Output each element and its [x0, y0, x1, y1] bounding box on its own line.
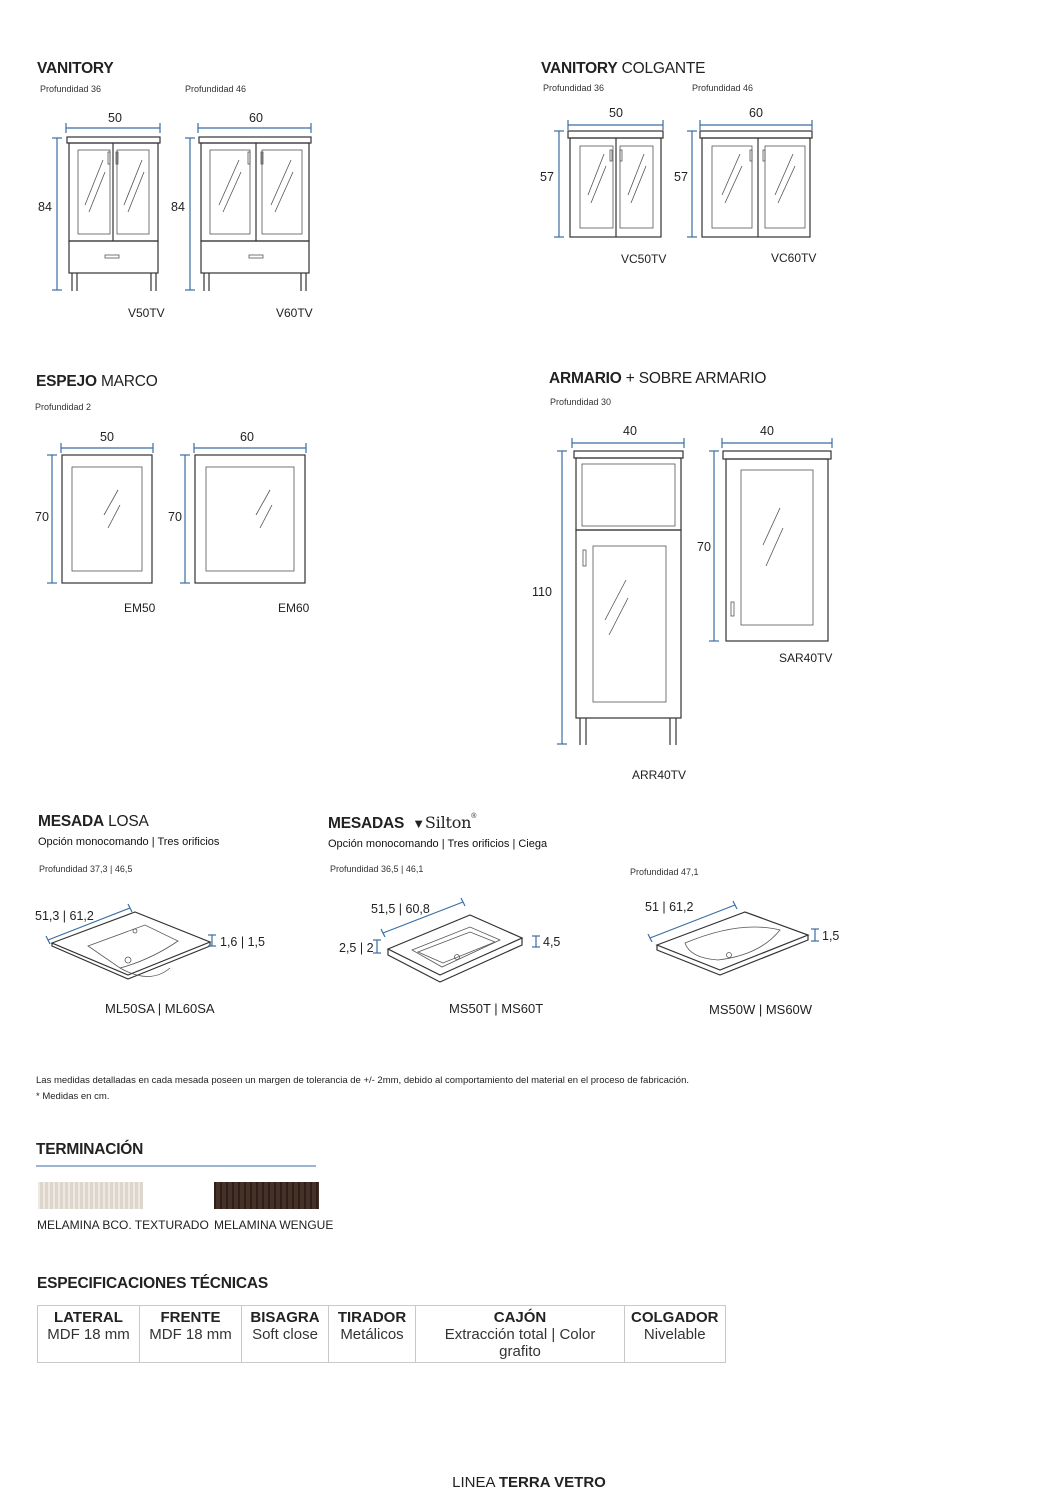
mesada-losa-title: MESADA LOSA [38, 813, 149, 830]
mesada-losa-thickness: 1,6 | 1,5 [220, 935, 265, 949]
vanitory-depth-b: Profundidad 46 [185, 84, 247, 94]
arr40tv-code: ARR40TV [632, 768, 687, 782]
armario-depth: Profundidad 30 [550, 397, 612, 407]
footer-line-name: LINEA TERRA VETRO [452, 1474, 606, 1491]
vanitory-title: VANITORY [37, 60, 114, 77]
espejo-depth: Profundidad 2 [35, 402, 92, 412]
ms-w-width: 51 | 61,2 [645, 900, 694, 914]
vc-depth-b: Profundidad 46 [692, 83, 754, 93]
especificaciones-title: ESPECIFICACIONES TÉCNICAS [37, 1275, 268, 1292]
mesada-losa-subtitle: Opción monocomando | Tres orificios [38, 836, 220, 848]
v60tv-width: 60 [249, 111, 263, 125]
vc60tv-width: 60 [749, 106, 763, 120]
vc50tv-code: VC50TV [621, 252, 667, 266]
v50tv-height: 84 [38, 200, 52, 214]
vc50tv-height: 57 [540, 170, 554, 184]
vanitory-depth-a: Profundidad 36 [40, 84, 102, 94]
em60-drawing [180, 443, 306, 583]
vc50tv-width: 50 [609, 106, 623, 120]
vc60tv-drawing [687, 120, 812, 237]
ms-w-depth: Profundidad 47,1 [630, 867, 699, 877]
ms-w-code: MS50W | MS60W [709, 1002, 813, 1017]
em50-width: 50 [100, 430, 114, 444]
espejo-title: ESPEJO MARCO [36, 373, 158, 390]
sar40tv-height: 70 [697, 540, 711, 554]
sar40tv-drawing [709, 438, 832, 641]
em60-code: EM60 [278, 601, 310, 615]
ms-t-code: MS50T | MS60T [449, 1001, 544, 1016]
ms-t-width: 51,5 | 60,8 [371, 902, 430, 916]
tolerance-note: Las medidas detalladas en cada mesada poseen un margen de tolerancia de +/- 2mm, debido al comportamiento del material en el proceso de fabricación. [36, 1075, 689, 1086]
vc60tv-code: VC60TV [771, 251, 817, 265]
vanitory-colgante-title: VANITORY COLGANTE [541, 60, 706, 77]
mesada-losa-width: 51,3 | 61,2 [35, 909, 94, 923]
mesadas-silton-title: MESADAS ▼Silton® [328, 813, 477, 832]
silton-brand: Silton [424, 813, 472, 832]
em60-width: 60 [240, 430, 254, 444]
ms-w-thickness: 1,5 [822, 929, 840, 943]
ms-t-thickness: 4,5 [543, 935, 561, 949]
mesada-losa-depth: Profundidad 37,3 | 46,5 [39, 864, 133, 874]
mesadas-silton-subtitle: Opción monocomando | Tres orificios | Ciega [328, 838, 548, 850]
em60-height: 70 [168, 510, 182, 524]
v60tv-code: V60TV [276, 306, 313, 320]
specs-table [37, 1305, 726, 1363]
em50-height: 70 [35, 510, 49, 524]
v50tv-drawing [52, 123, 160, 291]
vc-depth-a: Profundidad 36 [543, 83, 605, 93]
arr40tv-height: 110 [532, 585, 552, 599]
terminacion-title: TERMINACIÓN [36, 1141, 144, 1158]
finish-label-wengue: MELAMINA WENGUE [214, 1218, 334, 1232]
em50-code: EM50 [124, 601, 156, 615]
ms-t-depth: Profundidad 36,5 | 46,1 [330, 864, 424, 874]
mesada-losa-code: ML50SA | ML60SA [105, 1001, 215, 1016]
arr40tv-drawing [557, 438, 684, 745]
spec-bisagra: BISAGRA Soft close [242, 1306, 329, 1363]
finish-swatch-wengue [214, 1182, 319, 1209]
vc60tv-height: 57 [674, 170, 688, 184]
finish-swatch-white [38, 1182, 143, 1209]
silton-logo-icon: ▼ [412, 816, 425, 831]
finish-label-white: MELAMINA BCO. TEXTURADO [37, 1218, 209, 1232]
ms-t-left: 2,5 | 2 [339, 941, 374, 955]
v60tv-drawing [185, 123, 311, 291]
spec-cajon: CAJÓN Extracción total | Color grafito [416, 1306, 625, 1363]
spec-tirador: TIRADOR Metálicos [329, 1306, 416, 1363]
spec-colgador: COLGADOR Nivelable [625, 1306, 726, 1363]
v50tv-code: V50TV [128, 306, 165, 320]
v50tv-width: 50 [108, 111, 122, 125]
spec-frente: FRENTE MDF 18 mm [140, 1306, 242, 1363]
spec-lateral: LATERAL MDF 18 mm [38, 1306, 140, 1363]
em50-drawing [47, 443, 153, 583]
units-note: * Medidas en cm. [36, 1091, 110, 1102]
arr40tv-width: 40 [623, 424, 637, 438]
vc50tv-drawing [554, 120, 663, 237]
sar40tv-code: SAR40TV [779, 651, 833, 665]
armario-title: ARMARIO + SOBRE ARMARIO [549, 370, 767, 387]
v60tv-height: 84 [171, 200, 185, 214]
sar40tv-width: 40 [760, 424, 774, 438]
